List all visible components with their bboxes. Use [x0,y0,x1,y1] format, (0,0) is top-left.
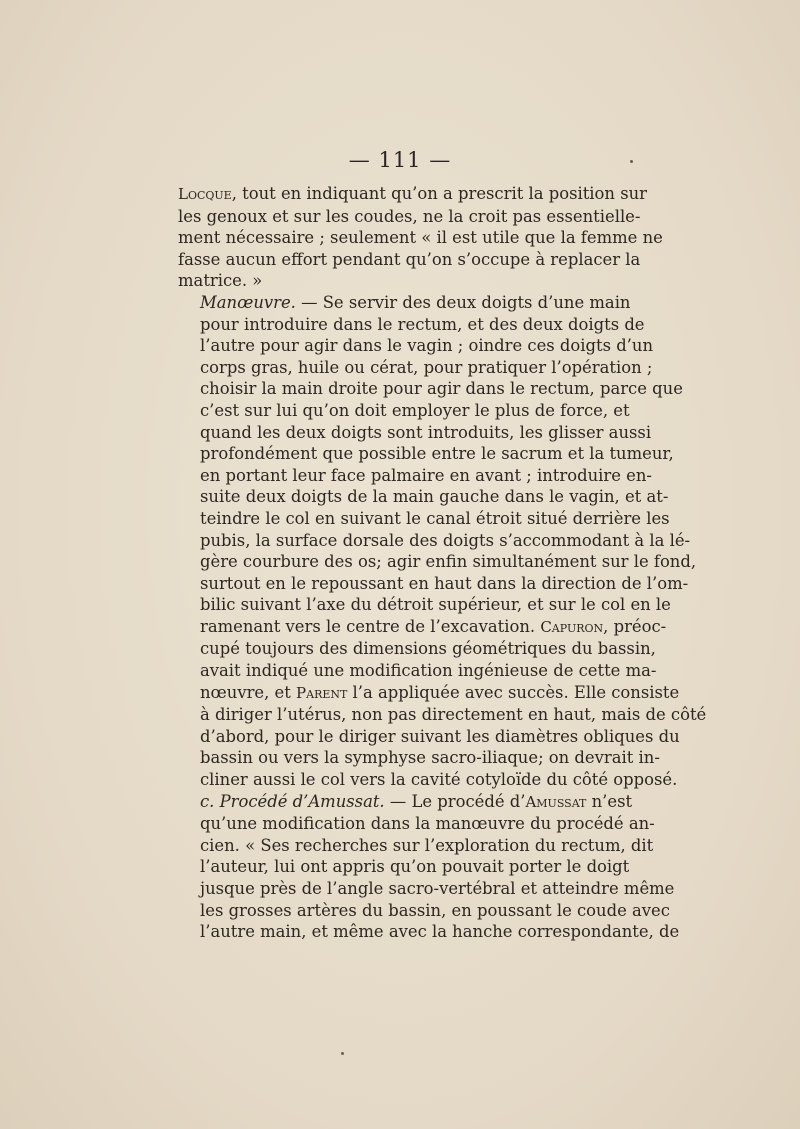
proper-name: Parent [296,683,348,702]
proper-name: Locque [178,185,232,203]
text-line: bassin ou vers la symphyse sacro-iliaque; on devrait in- [200,748,660,768]
text-line: qu’une modification dans la manœuvre du procédé an- [200,814,655,834]
text-line: matrice. » [178,271,263,291]
text-line: c’est sur lui qu’on doit employer le plus de force, et [200,400,630,420]
proper-name: Capuron [540,617,604,636]
text-line: surtout en le repoussant en haut dans la direction de l’om- [200,573,689,593]
text-line: les genoux et sur les coudes, ne la croit pas essentielle- [178,206,641,226]
section-lead: Manœuvre. [200,292,296,312]
page-number: — 111 — [348,148,452,172]
paragraph-1 [178,183,663,292]
text-line: teindre le col en suivant le canal étroit situé derrière les [200,508,670,528]
text-line: Manœuvre. — Se servir des deux doigts d’une main [200,292,631,312]
text-line: cliner aussi le col vers la cavité cotyloïde du côté opposé. [200,770,678,790]
text-line: choisir la main droite pour agir dans le rectum, parce que [200,379,683,399]
text-line: gère courbure des os; agir enfin simultanément sur le fond, [200,552,697,572]
text-line: les grosses artères du bassin, en poussant le coude avec [200,900,670,920]
paper-speck [341,1052,344,1055]
text-line: profondément que possible entre le sacrum et la tumeur, [200,444,674,464]
body-text [178,183,707,943]
text-line: ramenant vers le centre de l’excavation. Capuron, préoc- [200,616,667,636]
text-line: pour introduire dans le rectum, et des deux doigts de [200,314,645,334]
text-line: nœuvre, et Parent l’a appliquée avec succès. Elle consiste [200,682,680,702]
text-line: d’abord, pour le diriger suivant les diamètres obliques du [200,726,680,746]
text-line: en portant leur face palmaire en avant ; introduire en- [200,465,652,485]
text-line: l’auteur, lui ont appris qu’on pouvait porter le doigt [200,857,630,877]
section-lead: c. Procédé d’Amussat. [200,791,385,811]
text-line: c. Procédé d’Amussat. — Le procédé d’Amussat n’est [200,791,633,811]
paragraph-3 [178,791,680,943]
text-line: à diriger l’utérus, non pas directement en haut, mais de côté [200,705,707,725]
paper-speck [630,160,633,163]
proper-name: Amussat [525,792,587,811]
text-line: suite deux doigts de la main gauche dans le vagin, et at- [200,487,669,507]
text-line: cupé toujours des dimensions géométriques du bassin, [200,639,656,659]
text-line: quand les deux doigts sont introduits, les glisser aussi [200,422,652,442]
text-line: pubis, la surface dorsale des doigts s’accommodant à la lé- [200,530,691,550]
text-line: corps gras, huile ou cérat, pour pratiquer l’opération ; [200,357,653,377]
text-line: cien. « Ses recherches sur l’exploration du rectum, dit [200,835,654,855]
text-line: fasse aucun effort pendant qu’on s’occupe à replacer la [178,249,641,269]
paragraph-2 [178,292,707,791]
text-line: ment nécessaire ; seulement « il est utile que la femme ne [178,228,663,248]
text-line: Locque, tout en indiquant qu’on a prescrit la position sur [178,184,647,203]
text-line: bilic suivant l’axe du détroit supérieur, et sur le col en le [200,595,671,615]
text-line: jusque près de l’angle sacro-vertébral et atteindre même [200,879,675,898]
text-line: l’autre pour agir dans le vagin ; oindre ces doigts d’un [200,336,654,356]
text-line: avait indiqué une modification ingénieuse de cette ma- [200,661,657,681]
text-line: l’autre main, et même avec la hanche correspondante, de [200,922,680,942]
